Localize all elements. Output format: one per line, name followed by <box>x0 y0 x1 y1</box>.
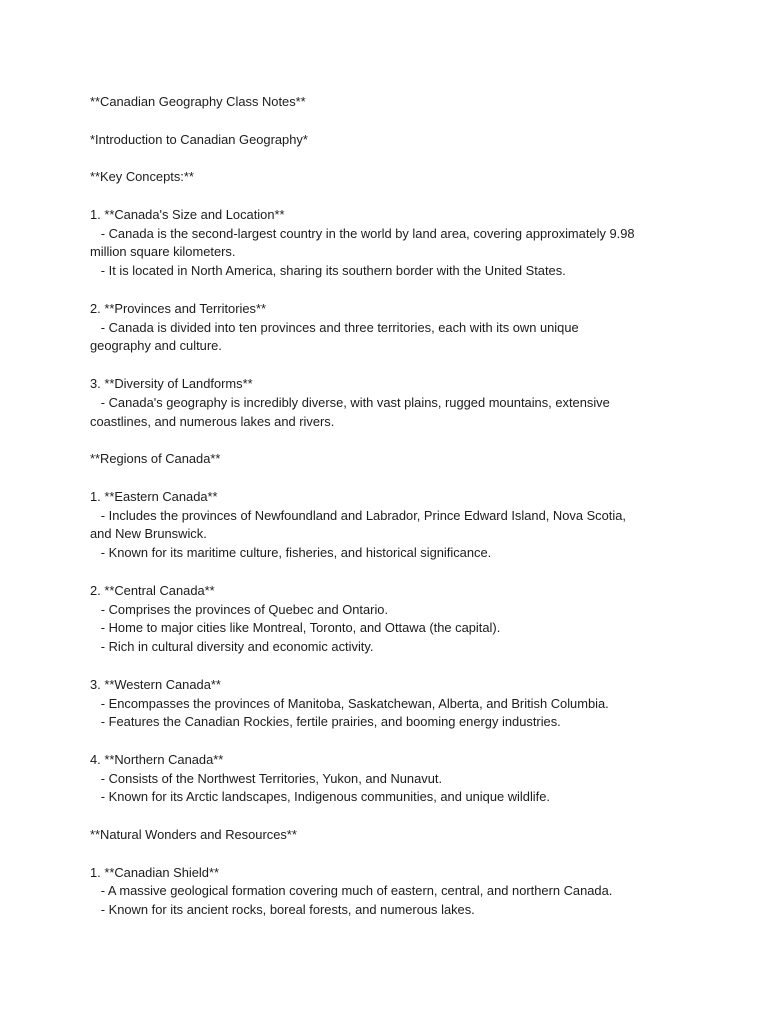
item-heading: 2. **Central Canada** <box>90 582 215 598</box>
bullet-text: coastlines, and numerous lakes and rivers. <box>90 413 335 429</box>
blank-line <box>90 563 690 582</box>
bullet-text: - Canada is divided into ten provinces and three territories, each with its own unique <box>90 319 579 335</box>
bullet-text: - Features the Canadian Rockies, fertile prairies, and booming energy industries. <box>90 714 561 730</box>
bullet-text: - Known for its ancient rocks, boreal forests, and numerous lakes. <box>90 902 475 918</box>
item-heading: 1. **Canada's Size and Location** <box>90 206 285 222</box>
item-heading: 1. **Eastern Canada** <box>90 488 218 504</box>
blank-line <box>90 657 690 676</box>
item-heading: 1. **Canadian Shield** <box>90 864 220 880</box>
blank-line <box>90 187 690 206</box>
document-title: **Canadian Geography Class Notes** <box>90 94 306 109</box>
bullet-text: and New Brunswick. <box>90 526 207 542</box>
document-page <box>90 93 690 920</box>
section-heading-key-concepts: **Key Concepts:** <box>90 169 194 185</box>
item-heading: 3. **Western Canada** <box>90 676 221 692</box>
bullet-text: - Comprises the provinces of Quebec and Ontario. <box>90 601 389 617</box>
bullet-text: - Consists of the Northwest Territories, Yukon, and Nunavut. <box>90 770 443 786</box>
blank-line <box>90 732 690 751</box>
bullet-text: - Home to major cities like Montreal, Toronto, and Ottawa (the capital). <box>90 620 501 636</box>
bullet-text: - It is located in North America, sharing its southern border with the United States. <box>90 263 566 279</box>
blank-line <box>90 356 690 375</box>
bullet-text: - Known for its Arctic landscapes, Indigenous communities, and unique wildlife. <box>90 789 551 805</box>
blank-line <box>90 281 690 300</box>
bullet-text: geography and culture. <box>90 338 222 354</box>
blank-line <box>90 807 690 826</box>
blank-line <box>90 845 690 864</box>
bullet-text: - Encompasses the provinces of Manitoba, Saskatchewan, Alberta, and British Columbia. <box>90 695 609 711</box>
bullet-text: - Rich in cultural diversity and economic activity. <box>90 639 374 655</box>
bullet-text: - A massive geological formation covering much of eastern, central, and northern Canada. <box>90 883 613 899</box>
document-subtitle: *Introduction to Canadian Geography* <box>90 131 308 147</box>
bullet-text: million square kilometers. <box>90 244 236 260</box>
blank-line <box>90 112 690 131</box>
item-heading: 2. **Provinces and Territories** <box>90 300 267 316</box>
blank-line <box>90 469 690 488</box>
blank-line <box>90 431 690 450</box>
bullet-text: - Canada is the second-largest country in the world by land area, covering approximately 9.98 <box>90 225 635 241</box>
bullet-text: - Canada's geography is incredibly diverse, with vast plains, rugged mountains, extensive <box>90 394 610 410</box>
bullet-text: - Known for its maritime culture, fisheries, and historical significance. <box>90 545 492 561</box>
section-heading-regions: **Regions of Canada** <box>90 451 221 467</box>
blank-line <box>90 149 690 168</box>
section-heading-natural-wonders: **Natural Wonders and Resources** <box>90 827 297 843</box>
bullet-text: - Includes the provinces of Newfoundland and Labrador, Prince Edward Island, Nova Scotia, <box>90 507 626 523</box>
item-heading: 3. **Diversity of Landforms** <box>90 375 253 391</box>
item-heading: 4. **Northern Canada** <box>90 751 224 767</box>
